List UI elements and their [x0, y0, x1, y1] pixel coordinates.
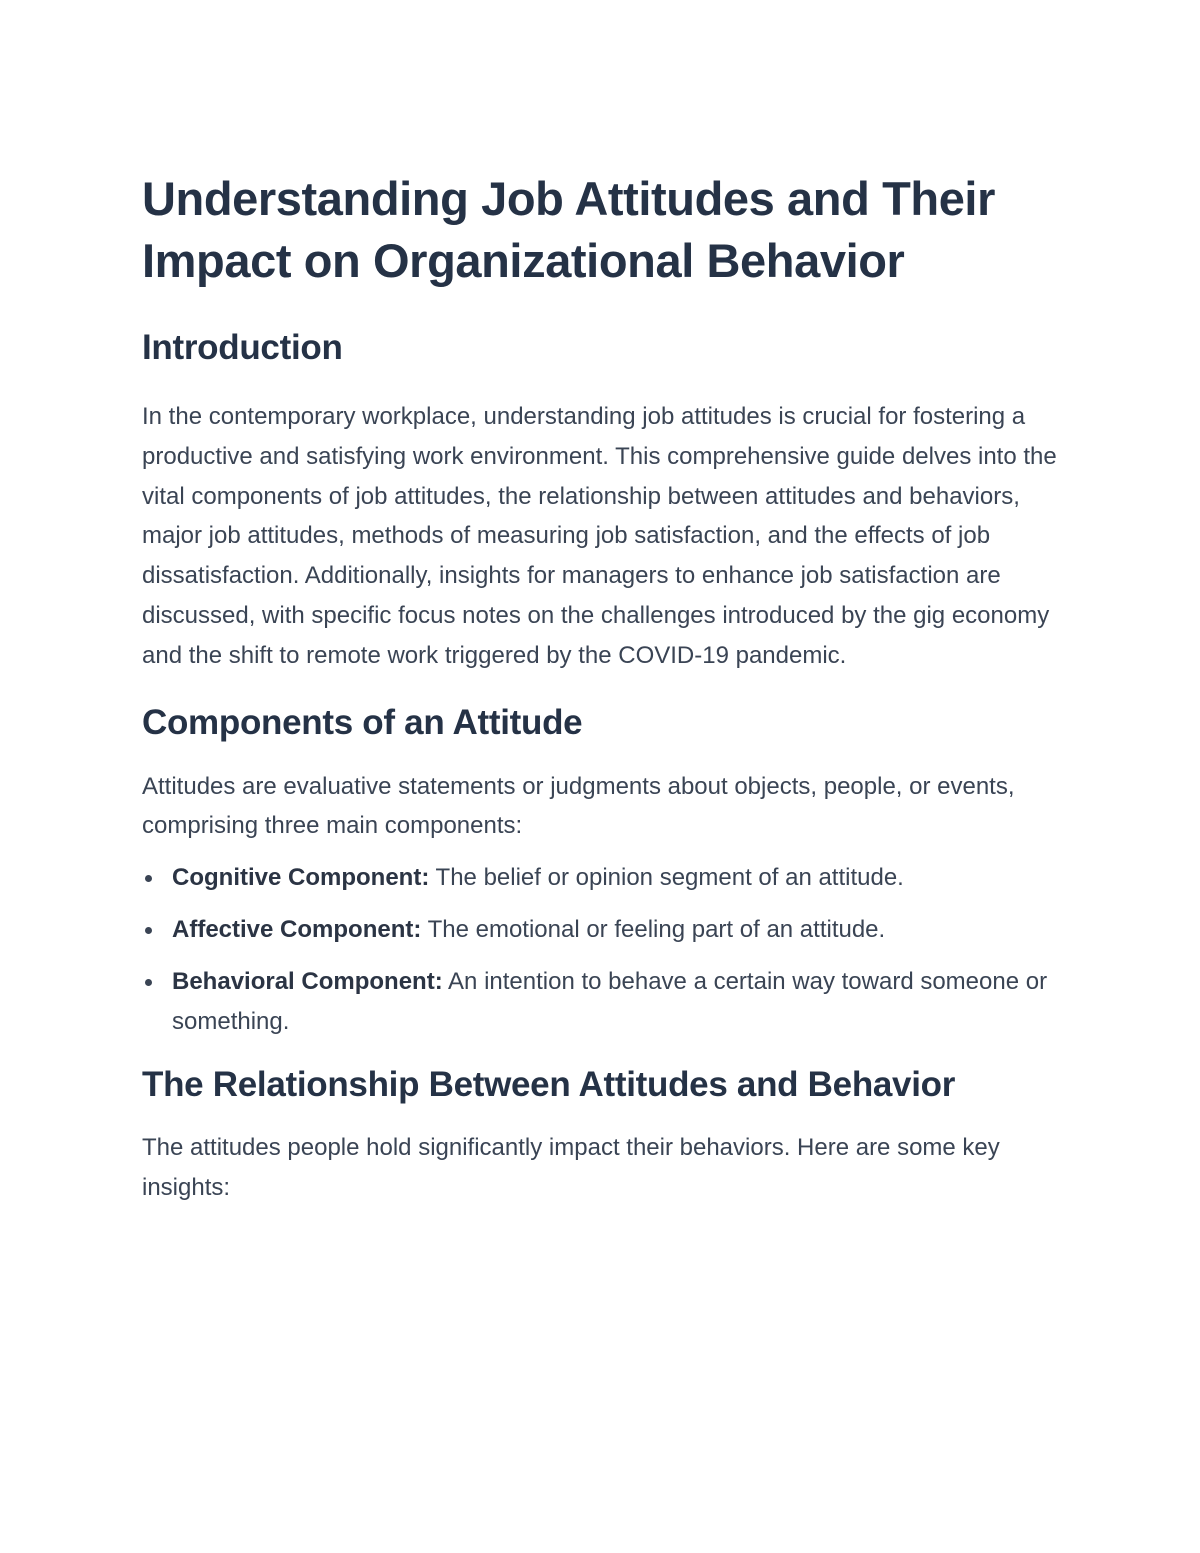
list-item-text: The belief or opinion segment of an attitude.: [429, 864, 904, 892]
components-paragraph: Attitudes are evaluative statements or judgments about objects, people, or events, comprising three main components:: [142, 772, 1015, 840]
list-item: [142, 962, 1057, 1042]
bullet-icon: [145, 927, 152, 934]
section-heading-components: Components of an Attitude: [142, 702, 583, 742]
relationship-paragraph: The attitudes people hold significantly impact their behaviors. Here are some key insights:: [142, 1134, 1000, 1201]
section-heading-relationship: The Relationship Between Attitudes and Behavior: [142, 1065, 956, 1105]
list-item-term: Behavioral Component:: [172, 968, 443, 996]
introduction-paragraph: In the contemporary workplace, understanding job attitudes is crucial for fostering a productive and satisfying work environment. This comprehensive guide delves into the vital components of job attitudes, the relationship between attitudes and behaviors, major job attitudes, methods of measuring job satisfaction, and the effects of job dissatisfaction. Additionally, insights for managers to enhance job satisfaction are discussed, with specific focus notes on the challenges introduced by the gig economy and the shift to remote work triggered by the COVID-19 pandemic.: [142, 403, 1057, 669]
list-item-term: Affective Component:: [172, 916, 422, 944]
list-item-term: Cognitive Component:: [172, 864, 430, 892]
components-list: [142, 858, 1057, 1042]
bullet-icon: [145, 875, 152, 882]
document-page: [142, 168, 1057, 1208]
bullet-icon: [145, 979, 152, 986]
list-item-text: An intention to behave a certain way toward someone or something.: [172, 968, 1048, 1036]
list-item: [142, 910, 1057, 950]
list-item-text: The emotional or feeling part of an attitude.: [421, 916, 886, 944]
document-title: Understanding Job Attitudes and Their Impact on Organizational Behavior: [142, 172, 995, 287]
list-item: [142, 858, 1057, 898]
section-heading-introduction: Introduction: [142, 328, 343, 367]
